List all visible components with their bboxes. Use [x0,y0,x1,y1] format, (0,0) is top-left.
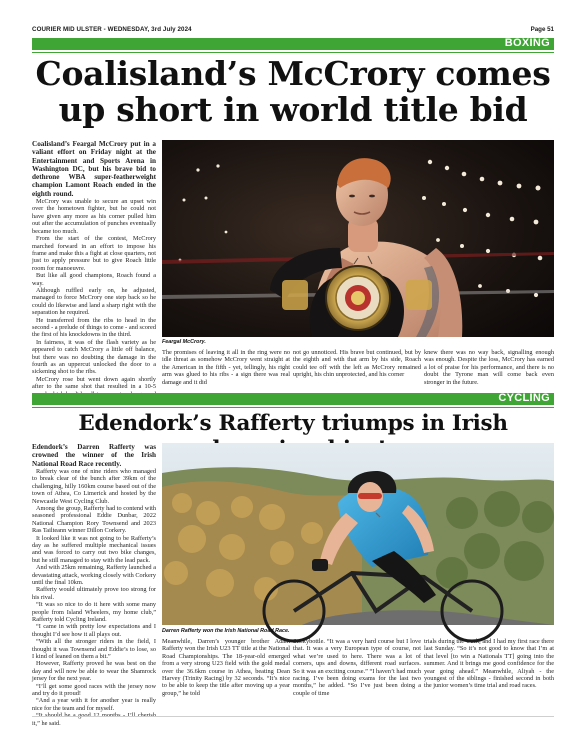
page-bottom-rule [32,716,554,717]
article-paragraph: Although ruffled early on, he adjusted, managed to force McCrory one step back so he could do likewise and land a sharp right with the separation he required. [32,286,156,317]
article-paragraph: “With all the stronger riders in the field, I thought it was Townsend and Eddie’s to lose, so I kind of leaned on them a bit.” [32,638,156,661]
cycling-article-column-1 [32,443,156,727]
cycling-article-column-2 [162,638,290,712]
article-paragraph: “I came in with pretty low expectations and I thought I’d see how it all plays out. [32,623,156,638]
boxing-photo-caption: Feargal McCrory. [162,339,206,345]
article-paragraph: From the start of the contest, McCrory marched forward in an effort to impose his frame and make this a fight at close quarters, not just to apply pressure but to give Roach little room for manoeuvre. [32,235,156,272]
masthead-publication-date: COURIER MID ULSTER - WEDNESDAY, 3rd July 2024 [32,26,192,33]
article-paragraph: “I’ll get some good races with the jersey now and try do it proud! [32,682,156,698]
article-paragraph: Rafferty would ultimately prove too strong for his rival. [32,586,156,601]
section-bar-cycling [32,393,554,405]
article-paragraph: not go unnoticed. His brave but continued, but by the eighth and with that arm by his side, Roach could tee off with the left as McCrory remained upright, his chin unprotected, and his corner [293,349,421,379]
article-paragraph: trials during the week, and I had my first race there last Sunday. “So it’s not good to know that I’m at that level [to win a Nationals TT] going into the summer. And it brings me good confidence for the year going ahead.” Meanwhile, Aliyah - the youngest of the siblings - finished second in both the junior women’s time trial and road races. [424,638,554,690]
boxing-headline-line-2: up short in world title bid [58,90,528,129]
article-paragraph: The promises of leaving it all in the ring were no idle threat as somehow McCrory went straight at the American in the fifth - yet, tellingly, his right arm was glued to his ribs - a sign there was real damage and it did [162,349,290,386]
cycling-lead-paragraph: Edendork’s Darren Rafferty was crowned the winner of the Irish National Road Race recently. [32,443,156,468]
cycling-photo-caption: Darren Rafferty won the Irish National Road Race. [162,628,290,634]
article-paragraph: Meanwhile, Darren’s younger brother Adam Rafferty won the Irish U23 TT title at the National Road Championships. The 18-year-old emerged from a very strong U23 field with the gold medal over the 36.6km course in Athea, beating Dean Harvey (Trinity Racing) by 32 seconds. “It’s nice to be able to keep the title after moving up a year group,” he told [162,638,290,697]
boxing-headline-line-1: Coalisland’s McCrory comes [35,54,551,93]
boxing-article-column-1 [32,140,156,400]
cyclist-photo-illustration [162,443,554,625]
cycling-headline: Edendork’s Rafferty triumps in Irish [78,411,508,436]
article-paragraph: But like all good champions, Roach found a way. [32,272,156,287]
section-bar-boxing [32,38,554,50]
cycling-article-column-4 [424,638,554,712]
page-number: Page 51 [530,26,554,33]
boxing-article-column-2 [162,349,290,389]
article-paragraph: In fairness, it was of the flash variety as he appeared to catch McCrory a little off balance, but there was no doubting the damage in the fourth as an uppercut unlocked the door to a sickening shot to the ribs. [32,338,156,376]
article-paragraph: knew there was no way back, signalling enough was enough. Despite the loss, McCrory has earned a lot of praise for his performance, and there is no doubt the Tyrone man will come back even stronger in the future. [424,349,554,386]
masthead [32,24,554,36]
boxing-photo [162,140,554,337]
boxing-headline [32,56,554,128]
article-paragraph: Stickybottle. “It was a very hard course but I love that. It was a very European type of course, not what we’re used to here. There was a lot of corners, ups and downs, different road surfaces. So it was an exciting course.” “I haven’t had much racing. I’ve been doing exams for the last two months,” he added. “So I’ve just been doing a couple of time [293,638,421,697]
article-paragraph: “And a year with it for another year is really nice for the team and for myself. [32,697,156,712]
article-paragraph: Rafferty was one of nine riders who managed to break clear of the bunch after 39km of the challenging, hilly 160km course based out of the town of Athea, Co Limerick and hosted by the Newcastle West Cycling Club. [32,467,156,505]
article-paragraph: “It was so nice to do it here with some many people from Island Wheelers, my home club,” Rafferty told Cycling Ireland. [32,601,156,624]
section-rule [32,52,554,53]
article-paragraph: However, Rafferty proved he was best on the day and will now be able to wear the Shamrock jersey for the next year. [32,660,156,683]
article-paragraph: McCrory was unable to secure an upset win over the hometown fighter, but he could not have given any more as his corner pulled him out after the accumulation of punches eventually became too much. [32,198,156,235]
section-rule [32,407,554,408]
article-paragraph: It looked like it was not going to be Rafferty’s day as he suffered multiple mechanical issues and was forced to carry out two bike changes, but he still managed to stay with the lead pack. [32,534,156,564]
article-paragraph: He transferred from the ribs to head in the second - a prelude of things to come - and scored the first of his knockdowns in the third. [32,316,156,339]
section-label-cycling: CYCLING [498,392,550,404]
article-paragraph: it,” he said. [32,719,61,727]
section-label-boxing: BOXING [504,37,550,49]
boxing-article-column-4 [424,349,554,389]
boxing-lead-paragraph: Coalisland’s Feargal McCrory put in a valiant effort on Friday night at the Entertainment and Sports Arena in Washington DC, but his brave bid to dethrone WBA super-featherweight champion Lamont Roach ended in the eighth round. [32,140,156,198]
article-paragraph: McCrory rose but went down again shortly after to the same shot that resulted in a 10-5 [32,375,156,391]
boxer-photo-illustration [162,140,554,337]
cycling-article-column-3 [293,638,421,712]
article-paragraph: And with 25km remaining, Rafferty launched a devastating attack, working closely with Corkery until the final 10km. [32,564,156,586]
cycling-photo [162,443,554,625]
boxing-article-column-3 [293,349,421,389]
article-paragraph: Among the group, Rafferty had to contend with seasoned professional Eddie Dunbar, 2022 National Champion Rory Townsend and 2023 Ras Tailteann winner Dillon Corkery. [32,504,156,535]
